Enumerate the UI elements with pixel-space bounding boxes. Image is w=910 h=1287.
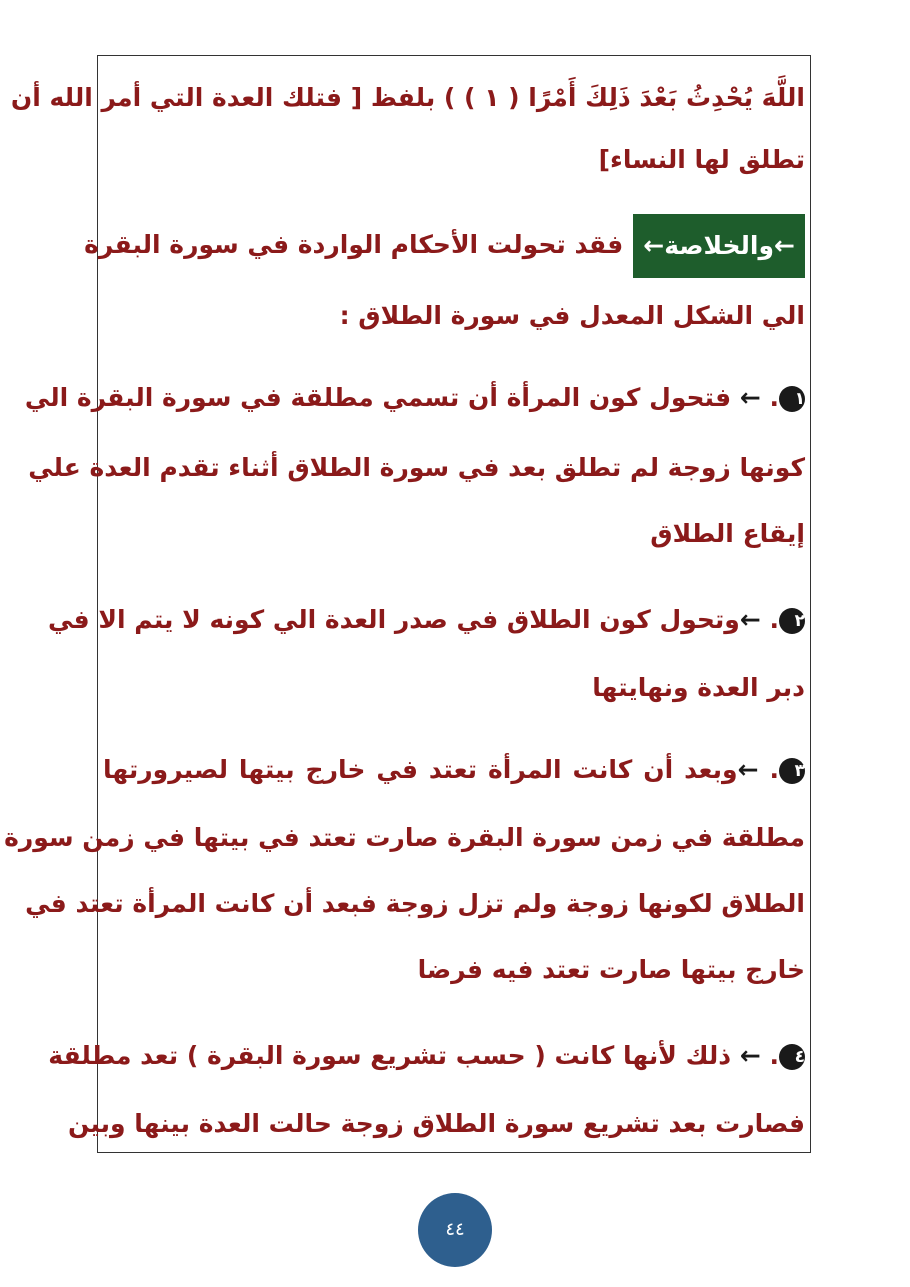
- text-line-2: تطلق لها النساء]: [598, 145, 805, 174]
- bullet-4-line: ٤. ← ذلك لأنها كانت ( حسب تشريع سورة البقرة ) تعد مطلقة: [48, 1041, 805, 1070]
- bullet-2-number: ٢: [779, 608, 805, 634]
- bullet-3-line: ٣. ←وبعد أن كانت المرأة تعتد في خارج بيتها لصيرورتها: [103, 755, 805, 784]
- text-line-13: خارج بيتها صارت تعتد فيه فرضا: [417, 955, 805, 984]
- bullet-1-line: ١. ← فتحول كون المرأة أن تسمي مطلقة في سورة البقرة الي: [24, 383, 805, 412]
- text-line-9: دبر العدة ونهايتها: [592, 673, 805, 702]
- arrow-icon: ←: [739, 605, 761, 634]
- bullet-2-line: ٢. ←وتحول كون الطلاق في صدر العدة الي كونه لا يتم الا في: [47, 605, 805, 634]
- text-line-11: مطلقة في زمن سورة البقرة صارت تعتد في بيتها في زمن سورة: [4, 823, 805, 852]
- text-line-6: كونها زوجة لم تطلق بعد في سورة الطلاق أثناء تقدم العدة علي: [28, 453, 805, 482]
- bullet-1-number: ١: [779, 386, 805, 412]
- arrow-icon: ←: [739, 1041, 761, 1070]
- arrow-icon: ←: [737, 755, 759, 784]
- summary-badge: ←والخلاصة←: [633, 214, 805, 278]
- arrow-icon: ←: [739, 383, 761, 412]
- text-line-15: فصارت بعد تشريع سورة الطلاق زوجة حالت العدة بينها وبين: [67, 1109, 805, 1138]
- text-line-4: الي الشكل المعدل في سورة الطلاق :: [339, 301, 805, 330]
- bullet-3-number: ٣: [779, 758, 805, 784]
- summary-text: فقد تحولت الأحكام الواردة في سورة البقرة: [84, 230, 624, 259]
- text-line-12: الطلاق لكونها زوجة ولم تزل زوجة فبعد أن كانت المرأة تعتد في: [25, 889, 805, 918]
- summary-line: [84, 214, 805, 270]
- bullet-4-number: ٤: [779, 1044, 805, 1070]
- text-line-7: إيقاع الطلاق: [650, 519, 805, 548]
- text-line-1: اللَّهَ يُحْدِثُ بَعْدَ ذَلِكَ أَمْرًا ( ١ ) ) بلفظ [ فتلك العدة التي أمر الله أن: [10, 83, 805, 112]
- page-number: ٤٤: [418, 1193, 492, 1267]
